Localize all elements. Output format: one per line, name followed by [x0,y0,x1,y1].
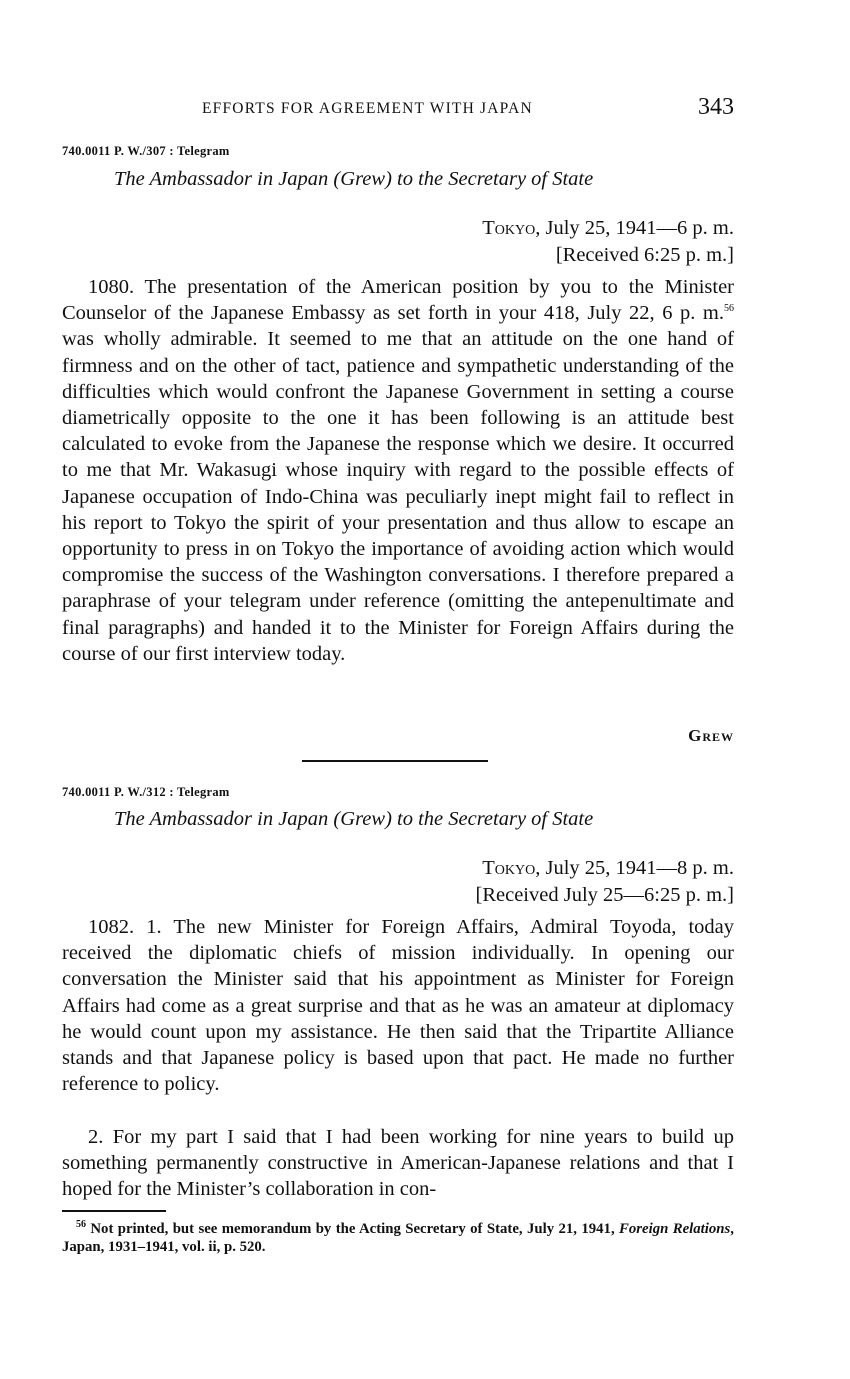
running-head [62,96,734,126]
section-divider [302,760,488,762]
doc2-paragraph-2: 2. For my part I said that I had been working for nine years to build up something permanently constructive in American-Japanese relations and that I hoped for the Minister’s collaboration in con- [62,1126,734,1201]
doc1-heading-name: Grew [340,168,386,190]
doc1-body: 1080. The presentation of the American position by you to the Minister Counselor of the Japanese Embassy as set forth in your 418, July 22, 6 p. m.$^{56}$ was wholly admirable. It seemed to me that an attitude on the one hand of firmness and on the other of tact, patience and sympathetic understanding of the difficulties which would confront the Japanese Government in setting a course diametrically opposite to the one it has been following is an attitude best calculated to evoke from the Japanese the response which we desire. It occurred to me that Mr. Wakasugi whose inquiry with regard to the possible effects of Japanese occupation of Indo-China was peculiarly inept might fail to reflect in his report to Tokyo the spirit of your presentation and thus allow to escape an opportunity to press in on Tokyo the importance of avoiding action which would compromise the success of the Washington conversations. I therefore prepared a paraphrase of your telegram under reference (omitting the antepenultimate and final paragraphs) and handed it to the Minister for Foreign Affairs during the course of our first interview today. [62,276,734,665]
doc2-paragraph-1: 1082. 1. The new Minister for Foreign Affairs, Admiral Toyoda, today received the diplomatic chiefs of mission individually. In opening our conversation the Minister said that his appointment as Minister for Foreign Affairs had come as a great surprise and that as he was an amateur at diplomacy he would count upon my assistance. He then said that the Tripartite Alliance stands and that Japanese policy is based upon that pact. He made no further reference to policy. [62,916,734,1096]
doc2-place: Tokyo [482,857,536,879]
doc1-heading: The Ambassador in Japan (Grew) to the Secretary of State [114,168,594,190]
doc2-heading: The Ambassador in Japan (Grew) to the Secretary of State [114,808,594,830]
footnote-source-title: Foreign Relations [619,1221,731,1237]
doc2-file-reference: 740.0011 P. W./312 : Telegram [62,785,230,799]
footnote-reference-56: 56 [724,303,734,315]
doc2-date: , July 25, 1941—8 p. m. [535,857,734,879]
doc1-dateline [482,215,734,269]
doc1-received: [Received 6:25 p. m.] [555,244,734,266]
doc2-heading-name: Grew [340,808,386,830]
doc1-file-reference: 740.0011 P. W./307 : Telegram [62,144,230,158]
footnote-divider [62,1210,166,1212]
doc1-signature: Grew [688,726,734,745]
doc1-date: , July 25, 1941—6 p. m. [535,217,734,239]
footnote-56: $^{56}$ Not printed, but see memorandum by the Acting Secretary of State, July 21, 1941, Foreign Relations, Japan, 1931–1941, vol. ii, p. 520. [62,1219,734,1255]
doc2-received: [Received July 25—6:25 p. m.] [475,884,734,906]
doc2-dateline [476,855,734,909]
running-title: EFFORTS FOR AGREEMENT WITH JAPAN [202,100,533,117]
page-number: 343 [698,94,734,120]
footnote-mark: 56 [76,1219,86,1231]
doc1-place: Tokyo [482,217,536,239]
